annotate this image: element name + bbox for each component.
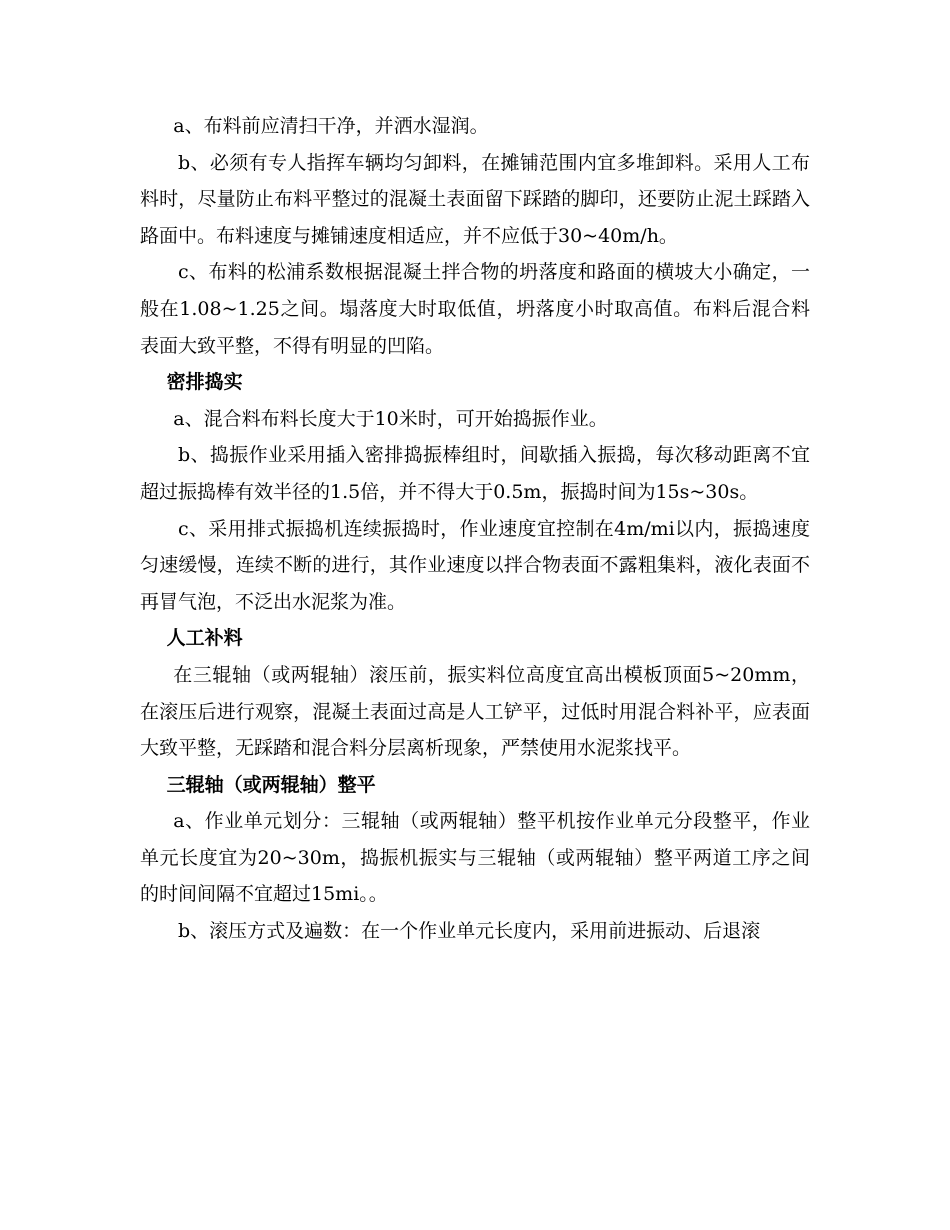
heading-manual-filling: 人工补料 [166,627,243,650]
paragraph-a-start-vibration: a、混合料布料长度大于10米时，可开始捣振作业。 [173,407,608,430]
paragraph-b-vibrator-group: b、捣振作业采用插入密排捣振棒组时，间歇插入振捣，每次移动距离不宜超过振捣棒有效半径的1.5倍，并不得大于0.5m，振捣时间为15s~30s。 [140,444,810,503]
paragraph-a-cleaning: a、布料前应清扫干净，并洒水湿润。 [173,115,489,137]
paragraph-c-loose-coefficient: c、布料的松浦系数根据混凝土拌合物的坍落度和路面的横坡大小确定，一般在1.08~1.25之间。塌落度大时取低值，坍落度小时取高值。布料后混合料表面大致平整，不得有明显的凹陷。 [140,261,810,357]
paragraph-b-rolling-method: b、滚压方式及遍数：在一个作业单元长度内，采用前进振动、后退滚 [178,920,761,943]
paragraph-a-work-unit: a、作业单元划分：三辊轴（或两辊轴）整平机按作业单元分段整平，作业单元长度宜为20~30m，捣振机振实与三辊轴（或两辊轴）整平两道工序之间的时间间隔不宜超过15mi。。 [140,810,810,906]
paragraph-b-unloading: b、必须有专人指挥车辆均匀卸料，在摊铺范围内宜多堆卸料。采用人工布料时，尽量防止布料平整过的混凝土表面留下踩踏的脚印，还要防止泥土踩踏入路面中。布料速度与摊铺速度相适应，并不应低于30~40m/h。 [140,151,810,247]
document-page [140,108,810,950]
paragraph-c-row-vibrator: c、采用排式振捣机连续振捣时，作业速度宜控制在4m/mi以内，振捣速度匀速缓慢，连续不断的进行，其作业速度以拌合物表面不露粗集料，液化表面不再冒气泡，不泛出水泥浆为准。 [140,517,810,613]
heading-dense-vibration: 密排捣实 [166,371,243,394]
heading-roller-leveling: 三辊轴（或两辊轴）整平 [166,773,376,796]
paragraph-manual-filling: 在三辊轴（或两辊轴）滚压前，振实料位高度宜高出模板顶面5~20mm，在滚压后进行观察，混凝土表面过高是人工铲平，过低时用混合料补平，应表面大致平整，无踩踏和混合料分层离析现象，严禁使用水泥浆找平。 [140,663,810,760]
